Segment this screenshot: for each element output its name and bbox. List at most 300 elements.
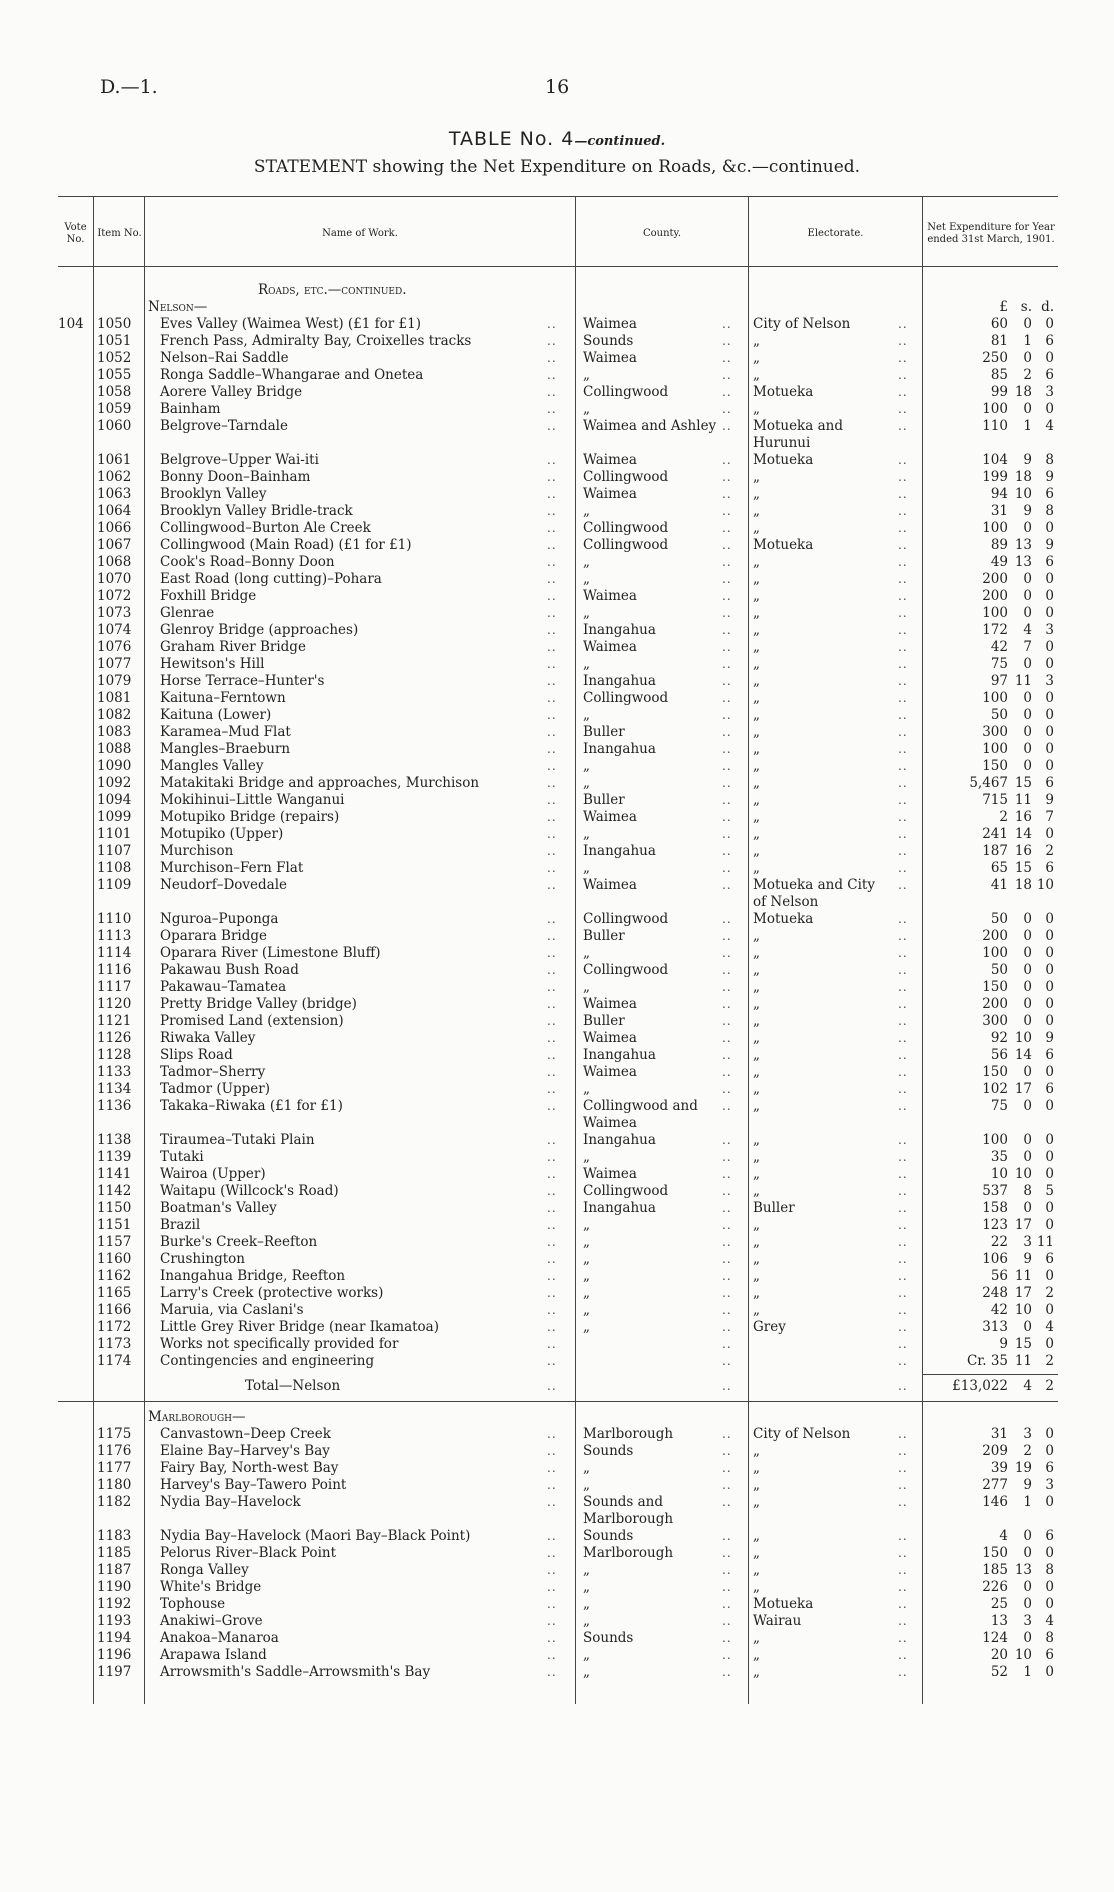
leader-dots: .. [547, 980, 557, 994]
leader-dots: .. [898, 980, 908, 994]
work-name: Brazil [160, 1217, 201, 1233]
leader-dots: .. [722, 708, 732, 722]
leader-dots: .. [722, 929, 732, 943]
county: Collingwood [583, 911, 669, 927]
county: Marlborough [583, 1545, 674, 1561]
leader-dots: .. [722, 963, 732, 977]
table-row [0, 622, 1114, 639]
leader-dots: .. [547, 1354, 557, 1368]
amount-pence: 6 [1045, 1647, 1054, 1663]
amount-pounds: 150 [982, 758, 1008, 774]
county: Waimea [583, 877, 637, 893]
leader-dots: .. [722, 1269, 732, 1283]
amount-pence: 5 [1045, 1183, 1054, 1199]
county: „ [583, 554, 590, 570]
county: „ [583, 571, 590, 587]
amount-shillings: 18 [1014, 384, 1032, 400]
amount-pounds: 200 [982, 571, 1008, 587]
work-name: Mokihinui–Little Wanganui [160, 792, 345, 808]
leader-dots: .. [547, 861, 557, 875]
leader-dots: .. [898, 929, 908, 943]
leader-dots: .. [898, 623, 908, 637]
item-number: 1177 [97, 1460, 132, 1476]
work-name: Neudorf–Dovedale [160, 877, 288, 893]
amount-pence: 0 [1045, 1200, 1054, 1216]
amount-pence: 9 [1045, 537, 1054, 553]
county: Waimea [583, 809, 637, 825]
leader-dots: .. [898, 742, 908, 756]
leader-dots: .. [547, 1337, 557, 1351]
leader-dots: .. [547, 1563, 557, 1577]
amount-shillings: 0 [1023, 350, 1032, 366]
leader-dots: .. [898, 691, 908, 705]
leader-dots: .. [898, 1269, 908, 1283]
amount-pounds: 100 [982, 605, 1008, 621]
leader-dots: .. [547, 419, 557, 433]
leader-dots: .. [722, 470, 732, 484]
leader-dots: .. [898, 1286, 908, 1300]
table-row [0, 571, 1114, 588]
table-row [0, 384, 1114, 401]
leader-dots: .. [547, 878, 557, 892]
county: Waimea [583, 996, 637, 1012]
amount-shillings: 0 [1023, 1098, 1032, 1114]
leader-dots: .. [722, 1048, 732, 1062]
amount-pence: 0 [1045, 962, 1054, 978]
county: Collingwood [583, 537, 669, 553]
leader-dots: .. [722, 946, 732, 960]
leader-dots: .. [898, 555, 908, 569]
column-head-item: Item No. [97, 228, 142, 239]
leader-dots: .. [722, 521, 732, 535]
section-row [0, 299, 1114, 316]
amount-pence: 0 [1045, 911, 1054, 927]
leader-dots: .. [722, 555, 732, 569]
amount-shillings: 0 [1023, 758, 1032, 774]
amount-pence: 4 [1045, 1319, 1054, 1335]
amount-pounds: 50 [990, 962, 1008, 978]
work-name: Murchison–Fern Flat [160, 860, 304, 876]
leader-dots: .. [722, 861, 732, 875]
leader-dots: .. [547, 929, 557, 943]
amount-pounds: 241 [982, 826, 1008, 842]
leader-dots: .. [722, 419, 732, 433]
leader-dots: .. [722, 725, 732, 739]
electorate: Motueka [753, 384, 814, 400]
work-name: Brooklyn Valley Bridle-track [160, 503, 353, 519]
leader-dots: .. [722, 368, 732, 382]
electorate: „ [753, 843, 760, 859]
amount-pence: 0 [1045, 1268, 1054, 1284]
amount-pounds: 99 [990, 384, 1008, 400]
leader-dots: .. [547, 453, 557, 467]
amount-shillings: 3 [1023, 1426, 1032, 1442]
item-number: 1182 [97, 1494, 132, 1510]
item-number: 1067 [97, 537, 132, 553]
table-row [0, 1319, 1114, 1336]
county: Sounds [583, 1443, 634, 1459]
work-name: Burke's Creek–Reefton [160, 1234, 318, 1250]
item-number: 1190 [97, 1579, 132, 1595]
amount-shillings: 0 [1023, 707, 1032, 723]
total-row [0, 1378, 1114, 1395]
leader-dots: .. [547, 691, 557, 705]
amount-shillings: 1 [1023, 418, 1032, 434]
table-row [0, 1013, 1114, 1030]
amount-pence: 7 [1045, 809, 1054, 825]
amount-pounds: 187 [982, 843, 1008, 859]
county: Marlborough [583, 1426, 674, 1442]
amount-pounds: 75 [990, 656, 1008, 672]
amount-pounds: 300 [982, 1013, 1008, 1029]
item-number: 1162 [97, 1268, 132, 1284]
amount-pounds: 65 [990, 860, 1008, 876]
county: Waimea [583, 639, 637, 655]
leader-dots: .. [898, 793, 908, 807]
county: „ [583, 401, 590, 417]
leader-dots: .. [898, 878, 908, 892]
amount-pence: 0 [1045, 316, 1054, 332]
table-row [0, 1336, 1114, 1353]
work-name: Promised Land (extension) [160, 1013, 344, 1029]
amount-pounds: 100 [982, 741, 1008, 757]
leader-dots: .. [547, 487, 557, 501]
amount-pence: 0 [1045, 1579, 1054, 1595]
leader-dots: .. [722, 385, 732, 399]
leader-dots: .. [547, 708, 557, 722]
amount-shillings: 15 [1014, 860, 1032, 876]
item-number: 1157 [97, 1234, 132, 1250]
work-name: Tophouse [160, 1596, 226, 1612]
leader-dots: .. [898, 1303, 908, 1317]
leader-dots: .. [722, 504, 732, 518]
leader-dots: .. [898, 487, 908, 501]
leader-dots: .. [722, 1648, 732, 1662]
county: Sounds and [583, 1494, 664, 1510]
electorate: „ [753, 571, 760, 587]
amount-shillings: 0 [1023, 690, 1032, 706]
item-number: 1088 [97, 741, 132, 757]
county: Collingwood [583, 384, 669, 400]
work-name: Aorere Valley Bridge [160, 384, 303, 400]
leader-dots: .. [547, 521, 557, 535]
electorate: „ [753, 1217, 760, 1233]
work-name: Bonny Doon–Bainham [160, 469, 311, 485]
table-row [0, 605, 1114, 622]
electorate: „ [753, 1562, 760, 1578]
county: „ [583, 1664, 590, 1680]
leader-dots: .. [898, 1218, 908, 1232]
item-number: 1121 [97, 1013, 132, 1029]
table-row [0, 469, 1114, 486]
amount-pounds: 104 [982, 452, 1008, 468]
amount-pounds: 2 [999, 809, 1008, 825]
county: „ [583, 758, 590, 774]
table-row [0, 333, 1114, 350]
table-row [0, 809, 1114, 826]
work-name: Fairy Bay, North-west Bay [160, 1460, 339, 1476]
work-name: Mangles Valley [160, 758, 264, 774]
amount-pounds: 41 [990, 877, 1008, 893]
item-number: 1055 [97, 367, 132, 383]
amount-shillings: 13 [1014, 537, 1032, 553]
amount-shillings: 0 [1023, 1064, 1032, 1080]
amount-shillings: 0 [1023, 520, 1032, 536]
amount-shillings: 9 [1023, 503, 1032, 519]
leader-dots: .. [547, 793, 557, 807]
county: „ [583, 945, 590, 961]
table-row [0, 1064, 1114, 1081]
work-name: Glenrae [160, 605, 215, 621]
electorate: „ [753, 996, 760, 1012]
table-row [0, 758, 1114, 775]
amount-pence: 6 [1045, 775, 1054, 791]
electorate: „ [753, 962, 760, 978]
leader-dots: .. [722, 1218, 732, 1232]
amount-pence: 0 [1045, 1443, 1054, 1459]
county: Waimea and Ashley [583, 418, 717, 434]
section-heading: Marlborough— [148, 1409, 246, 1425]
leader-dots: .. [898, 1014, 908, 1028]
amount-pounds: 60 [990, 316, 1008, 332]
currency-pounds: £ [999, 299, 1008, 315]
work-name: Belgrove–Tarndale [160, 418, 288, 434]
amount-shillings: 11 [1014, 1353, 1032, 1369]
work-name: Motupiko (Upper) [160, 826, 284, 842]
leader-dots: .. [898, 810, 908, 824]
amount-pence: 2 [1045, 843, 1054, 859]
amount-pounds: Cr. 35 [966, 1353, 1008, 1369]
amount-pounds: 200 [982, 928, 1008, 944]
work-name: Tadmor (Upper) [160, 1081, 270, 1097]
table-row [0, 673, 1114, 690]
table-row [0, 1562, 1114, 1579]
amount-shillings: 14 [1014, 1047, 1032, 1063]
item-number: 1077 [97, 656, 132, 672]
leader-dots: .. [722, 1354, 732, 1368]
amount-shillings: 18 [1014, 469, 1032, 485]
electorate: Buller [753, 1200, 795, 1216]
county: Inangahua [583, 622, 656, 638]
item-number: 1094 [97, 792, 132, 808]
leader-dots: .. [722, 1150, 732, 1164]
leader-dots: .. [722, 810, 732, 824]
sub-heading: Roads, etc.—continued. [258, 282, 407, 298]
leader-dots: .. [547, 640, 557, 654]
amount-shillings: 0 [1023, 724, 1032, 740]
county: Waimea [583, 452, 637, 468]
leader-dots: .. [547, 555, 557, 569]
work-name: Nydia Bay–Havelock (Maori Bay–Black Point) [160, 1528, 471, 1544]
county: „ [583, 775, 590, 791]
amount-pounds: 42 [990, 639, 1008, 655]
amount-pence: 0 [1045, 1336, 1054, 1352]
table-row [0, 316, 1114, 333]
leader-dots: .. [722, 1303, 732, 1317]
county: Inangahua [583, 1200, 656, 1216]
item-number: 1141 [97, 1166, 132, 1182]
leader-dots: .. [722, 1235, 732, 1249]
work-name: Riwaka Valley [160, 1030, 256, 1046]
table-row [0, 554, 1114, 571]
amount-pounds: 226 [982, 1579, 1008, 1595]
column-head-expenditure: Net Expenditure for Year ended 31st March, 1901. [927, 222, 1055, 245]
leader-dots: .. [722, 657, 732, 671]
amount-pence: 2 [1045, 1285, 1054, 1301]
leader-dots: .. [722, 759, 732, 773]
amount-pounds: 85 [990, 367, 1008, 383]
electorate: „ [753, 1647, 760, 1663]
amount-pence: 0 [1045, 928, 1054, 944]
electorate: „ [753, 622, 760, 638]
work-name: Pretty Bridge Valley (bridge) [160, 996, 357, 1012]
county: Collingwood and [583, 1098, 698, 1114]
electorate: „ [753, 1132, 760, 1148]
work-name: Arapawa Island [160, 1647, 267, 1663]
item-number: 1110 [97, 911, 132, 927]
work-name: Little Grey River Bridge (near Ikamatoa) [160, 1319, 439, 1335]
amount-pounds: 185 [982, 1562, 1008, 1578]
leader-dots: .. [547, 538, 557, 552]
electorate: „ [753, 809, 760, 825]
item-number: 1113 [97, 928, 132, 944]
amount-pounds: 22 [990, 1234, 1008, 1250]
work-name: Inangahua Bridge, Reefton [160, 1268, 346, 1284]
leader-dots: .. [547, 1099, 557, 1113]
amount-shillings: 0 [1023, 656, 1032, 672]
leader-dots: .. [547, 1269, 557, 1283]
electorate: „ [753, 1664, 760, 1680]
item-number: 1136 [97, 1098, 132, 1114]
leader-dots: .. [898, 1337, 908, 1351]
electorate: „ [753, 928, 760, 944]
amount-pounds: 92 [990, 1030, 1008, 1046]
amount-pence: 6 [1045, 367, 1054, 383]
leader-dots: .. [898, 640, 908, 654]
county: Buller [583, 792, 625, 808]
leader-dots: .. [547, 1065, 557, 1079]
item-number: 1187 [97, 1562, 132, 1578]
amount-shillings: 0 [1023, 741, 1032, 757]
leader-dots: .. [547, 827, 557, 841]
leader-dots: .. [898, 1461, 908, 1475]
amount-pence: 0 [1045, 690, 1054, 706]
item-number: 1180 [97, 1477, 132, 1493]
electorate: „ [753, 350, 760, 366]
item-number: 1114 [97, 945, 132, 961]
table-row [0, 1234, 1114, 1251]
county: Waimea [583, 316, 637, 332]
item-number: 1051 [97, 333, 132, 349]
amount-shillings: 1 [1023, 333, 1032, 349]
leader-dots: .. [547, 368, 557, 382]
table-row [0, 996, 1114, 1013]
amount-shillings: 0 [1023, 996, 1032, 1012]
county: „ [583, 826, 590, 842]
amount-pence: 8 [1045, 1630, 1054, 1646]
work-name: Harvey's Bay–Tawero Point [160, 1477, 347, 1493]
leader-dots: .. [722, 572, 732, 586]
amount-shillings: 9 [1023, 1477, 1032, 1493]
electorate: „ [753, 1630, 760, 1646]
item-number: 1079 [97, 673, 132, 689]
electorate: „ [753, 673, 760, 689]
amount-shillings: 13 [1014, 554, 1032, 570]
item-number: 1099 [97, 809, 132, 825]
leader-dots: .. [722, 1099, 732, 1113]
item-number: 1070 [97, 571, 132, 587]
item-number: 1052 [97, 350, 132, 366]
work-name: Matakitaki Bridge and approaches, Murchison [160, 775, 480, 791]
leader-dots: .. [722, 538, 732, 552]
work-name: White's Bridge [160, 1579, 262, 1595]
amount-pence: 0 [1045, 350, 1054, 366]
leader-dots: .. [547, 1252, 557, 1266]
leader-dots: .. [898, 521, 908, 535]
amount-shillings: 14 [1014, 826, 1032, 842]
amount-pence: 0 [1045, 1217, 1054, 1233]
amount-pounds: 158 [982, 1200, 1008, 1216]
table-row [0, 945, 1114, 962]
leader-dots: .. [547, 742, 557, 756]
amount-pounds: 172 [982, 622, 1008, 638]
leader-dots: .. [547, 946, 557, 960]
amount-pence: 9 [1045, 792, 1054, 808]
leader-dots: .. [547, 1167, 557, 1181]
county-continued: Marlborough [583, 1511, 674, 1527]
amount-pence: 0 [1045, 724, 1054, 740]
item-number: 1160 [97, 1251, 132, 1267]
amount-pounds: 10 [990, 1166, 1008, 1182]
leader-dots: .. [898, 1597, 908, 1611]
amount-pounds: 97 [990, 673, 1008, 689]
work-name: East Road (long cutting)–Pohara [160, 571, 382, 587]
amount-pounds: 209 [982, 1443, 1008, 1459]
leader-dots: .. [898, 1379, 908, 1393]
county: „ [583, 1251, 590, 1267]
amount-pounds: 537 [982, 1183, 1008, 1199]
amount-shillings: 19 [1014, 1460, 1032, 1476]
amount-pounds: 13 [990, 1613, 1008, 1629]
leader-dots: .. [898, 844, 908, 858]
leader-dots: .. [722, 1597, 732, 1611]
table-title-main: TABLE No. 4 [448, 128, 575, 150]
item-number: 1185 [97, 1545, 132, 1561]
item-number: 1172 [97, 1319, 132, 1335]
work-name: Karamea–Mud Flat [160, 724, 291, 740]
table-row [0, 1200, 1114, 1217]
table-row [0, 962, 1114, 979]
electorate: „ [753, 1302, 760, 1318]
work-name: Glenroy Bridge (approaches) [160, 622, 359, 638]
leader-dots: .. [547, 725, 557, 739]
work-name: Oparara River (Limestone Bluff) [160, 945, 381, 961]
leader-dots: .. [898, 317, 908, 331]
leader-dots: .. [547, 657, 557, 671]
leader-dots: .. [898, 1099, 908, 1113]
table-row [0, 1285, 1114, 1302]
work-name: Boatman's Valley [160, 1200, 277, 1216]
electorate: „ [753, 469, 760, 485]
county: Inangahua [583, 1047, 656, 1063]
leader-dots: .. [898, 1235, 908, 1249]
amount-pence: 6 [1045, 860, 1054, 876]
amount-pounds: 102 [982, 1081, 1008, 1097]
electorate-continued: of Nelson [753, 894, 819, 910]
amount-pence: 9 [1045, 1030, 1054, 1046]
total-rule [922, 1374, 1058, 1375]
table-row [0, 1302, 1114, 1319]
